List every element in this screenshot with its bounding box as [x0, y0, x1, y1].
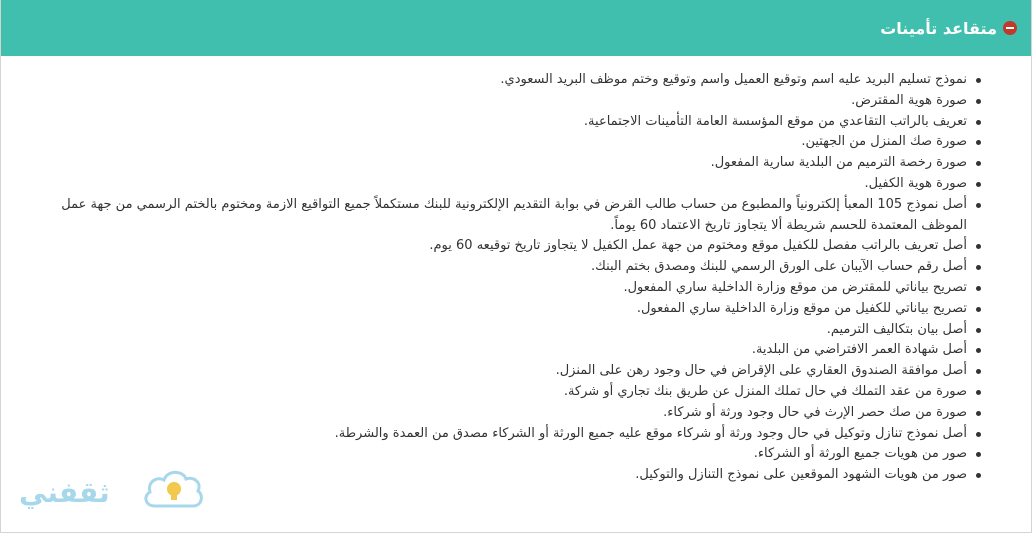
list-item: صورة رخصة الترميم من البلدية سارية المفعول.	[47, 153, 967, 174]
list-item: أصل شهادة العمر الافتراضي من البلدية.	[47, 340, 967, 361]
list-item: صور من هويات الشهود الموقعين على نموذج التنازل والتوكيل.	[47, 465, 967, 486]
list-item: صورة من صك حصر الإرث في حال وجود ورثة أو شركاء.	[47, 403, 967, 424]
list-item: أصل بيان بتكاليف الترميم.	[47, 320, 967, 341]
list-item: صورة هوية الكفيل.	[47, 174, 967, 195]
list-item: أصل تعريف بالراتب مفصل للكفيل موقع ومختوم من جهة عمل الكفيل لا يتجاوز تاريخ توقيعه 60 يوم.	[47, 236, 967, 257]
watermark-text: ثقفني	[19, 476, 110, 509]
accordion-header[interactable]	[1, 0, 1031, 56]
list-item: أصل نموذج تنازل وتوكيل في حال وجود ورثة أو شركاء موقع عليه جميع الورثة أو الشركاء مصدق من العمدة والشرطة.	[47, 424, 967, 445]
list-item: أصل نموذج 105 المعبأ إلكترونياً والمطبوع من حساب طالب القرض في بوابة التقديم الإلكترونية للبنك مستكملاً جميع التواقيع الازمة ومختوم بالختم الرسمي من جهة عمل الموظف المعتمدة للحسم شريطة ألا يتجاوز تاريخ الاعتماد 60 يوماً.	[47, 195, 967, 237]
requirements-list	[47, 70, 981, 486]
list-item: نموذج تسليم البريد عليه اسم وتوقيع العميل واسم وتوقيع وختم موظف البريد السعودي.	[47, 70, 967, 91]
list-item: أصل رقم حساب الآيبان على الورق الرسمي للبنك ومصدق بختم البنك.	[47, 257, 967, 278]
list-item: تصريح بياناتي للمقترض من موقع وزارة الداخلية ساري المفعول.	[47, 278, 967, 299]
list-item: صورة صك المنزل من الجهتين.	[47, 132, 967, 153]
site-watermark	[15, 466, 205, 516]
list-item: تعريف بالراتب التقاعدي من موقع المؤسسة العامة التأمينات الاجتماعية.	[47, 112, 967, 133]
section-title: متقاعد تأمينات	[880, 18, 997, 38]
list-item: صور من هويات جميع الورثة أو الشركاء.	[47, 444, 967, 465]
list-item: أصل موافقة الصندوق العقاري على الإقراض في حال وجود رهن على المنزل.	[47, 361, 967, 382]
minus-circle-icon[interactable]	[1003, 21, 1017, 35]
lightbulb-cloud-icon	[141, 466, 205, 516]
list-item: صورة هوية المقترض.	[47, 91, 967, 112]
list-item: تصريح بياناتي للكفيل من موقع وزارة الداخلية ساري المفعول.	[47, 299, 967, 320]
list-item: صورة من عقد التملك في حال تملك المنزل عن طريق بنك تجاري أو شركة.	[47, 382, 967, 403]
